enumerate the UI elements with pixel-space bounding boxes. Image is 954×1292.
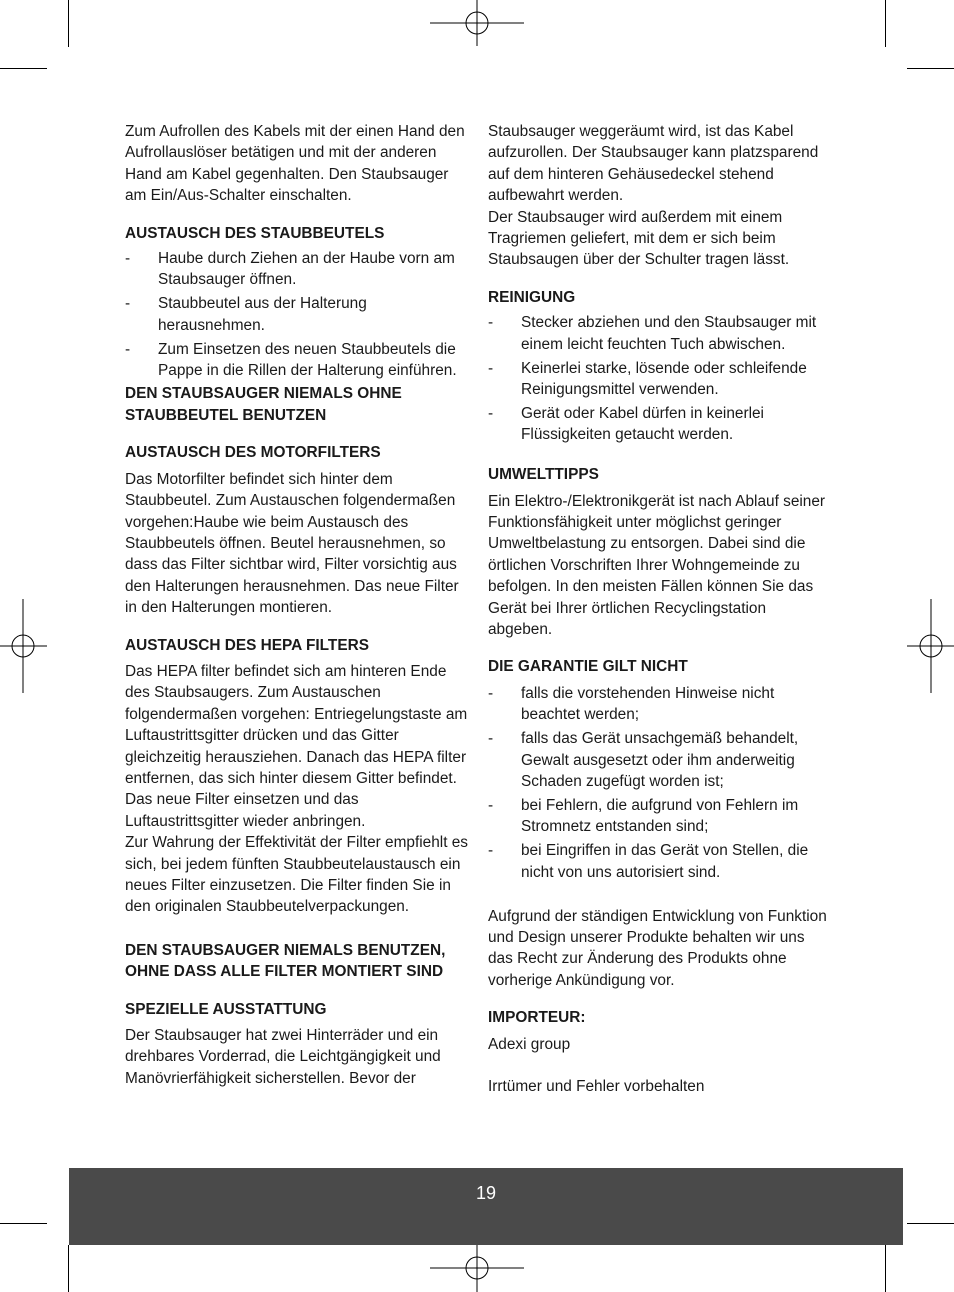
list-item bbox=[488, 795, 833, 838]
list-item bbox=[125, 339, 470, 382]
crop-mark-bottom-left-horizontal bbox=[0, 1223, 47, 1224]
left-column bbox=[125, 121, 470, 1089]
heading-importeur: IMPORTEUR: bbox=[488, 1009, 586, 1027]
crop-mark-bottom-left-vertical bbox=[68, 1245, 69, 1292]
crop-mark-top-right-vertical bbox=[885, 0, 886, 47]
list-marker: - bbox=[125, 340, 131, 358]
list-item-text: Haube durch Ziehen an der Haube vorn am Staubsauger öffnen. bbox=[158, 250, 455, 289]
warning-staubbeutel: DEN STAUBSAUGER NIEMALS OHNE STAUBBEUTEL BENUTZEN bbox=[125, 385, 402, 424]
list-item-text: Stecker abziehen und den Staubsauger mit einem leicht feuchten Tuch abwischen. bbox=[521, 314, 817, 353]
list-item-text: falls das Gerät unsachgemäß behandelt, Gewalt ausgesetzt oder ihm anderweitig Schaden zugefügt worden ist; bbox=[521, 730, 799, 790]
list-marker: - bbox=[488, 684, 494, 702]
list-item bbox=[488, 728, 833, 792]
warning-filter: DEN STAUBSAUGER NIEMALS BENUTZEN, OHNE DASS ALLE FILTER MONTIERT SIND bbox=[125, 941, 446, 981]
hepa-paragraph-1: Das HEPA filter befindet sich am hinteren Ende des Staubsaugers. Zum Austauschen folgendermaßen vorgehen: Entriegelungstaste am Luftaustrittsgitter drücken und das Gitter gleichzeitig herausziehen. Danach das HEPA filter entfernen, das sich hinter diesem Gitter befindet. Das neue Filter einsetzen und das Luftaustrittsgitter wieder anbringen. bbox=[125, 662, 468, 830]
crop-mark-bottom-right-vertical bbox=[885, 1245, 886, 1292]
continuation-paragraph-1: Staubsauger weggeräumt wird, ist das Kabel aufzurollen. Der Staubsauger kann platzsparend auf dem hinteren Gehäusedeckel stehend aufbewahrt werden. bbox=[488, 123, 819, 205]
list-marker: - bbox=[488, 404, 494, 422]
list-marker: - bbox=[488, 730, 494, 748]
list-item-text: Gerät oder Kabel dürfen in keinerlei Flüssigkeiten getaucht werden. bbox=[521, 404, 764, 444]
crop-mark-bottom-right-horizontal bbox=[907, 1223, 954, 1224]
list-marker: - bbox=[488, 314, 494, 332]
page-number: 19 bbox=[475, 1183, 497, 1203]
heading-garantie: DIE GARANTIE GILT NICHT bbox=[488, 658, 688, 676]
registration-mark-right-icon bbox=[907, 599, 954, 693]
intro-paragraph: Zum Aufrollen des Kabels mit der einen Hand den Aufrollauslöser betätigen und mit der anderen Hand am Kabel gegenhalten. Den Staubsauger am Ein/Aus-Schalter einschalten. bbox=[125, 123, 465, 205]
heading-staubbeutel: AUSTAUSCH DES STAUBBEUTELS bbox=[125, 224, 385, 242]
heading-ausstattung: SPEZIELLE AUSSTATTUNG bbox=[125, 1000, 327, 1018]
hepa-paragraph-2: Zur Wahrung der Effektivität der Filter empfiehlt es sich, bei jedem fünften Staubbeutelaustausch ein neues Filter einzusetzen. Die Filter finden Sie in den originalen Staubbeutelverpackungen. bbox=[125, 834, 469, 916]
list-item-text: Keinerlei starke, lösende oder schleifende Reinigungsmittel verwenden. bbox=[521, 359, 807, 398]
heading-reinigung: REINIGUNG bbox=[488, 288, 576, 306]
list-item bbox=[125, 248, 470, 291]
list-item-text: Staubbeutel aus der Halterung herausnehmen. bbox=[158, 295, 367, 334]
registration-mark-top-icon bbox=[430, 0, 524, 48]
list-item-text: bei Eingriffen in das Gerät von Stellen, die nicht von uns autorisiert sind. bbox=[521, 842, 809, 881]
list-marker: - bbox=[125, 295, 131, 313]
heading-motorfilter: AUSTAUSCH DES MOTORFILTERS bbox=[125, 444, 381, 462]
list-item bbox=[125, 293, 470, 336]
list-item bbox=[488, 683, 833, 726]
registration-mark-left-icon bbox=[0, 599, 47, 693]
crop-mark-top-left-vertical bbox=[68, 0, 69, 47]
heading-hepa: AUSTAUSCH DES HEPA FILTERS bbox=[125, 636, 369, 654]
list-item bbox=[488, 840, 833, 883]
list-item-text: falls die vorstehenden Hinweise nicht beachtet werden; bbox=[521, 684, 775, 724]
list-marker: - bbox=[125, 250, 131, 268]
crop-mark-top-right-horizontal bbox=[907, 68, 954, 69]
list-item bbox=[488, 358, 833, 401]
right-column bbox=[488, 121, 833, 1097]
list-item bbox=[488, 403, 833, 446]
list-item-text: bei Fehlern, die aufgrund von Fehlern im Stromnetz entstanden sind; bbox=[521, 796, 799, 836]
importeur-name: Adexi group bbox=[488, 1035, 571, 1053]
entwicklung-paragraph: Aufgrund der ständigen Entwicklung von Funktion und Design unserer Produkte behalten wir uns das Recht zur Änderung des Produkts ohne vorherige Ankündigung vor. bbox=[488, 907, 827, 989]
umwelttipps-paragraph: Ein Elektro-/Elektronikgerät ist nach Ablauf seiner Funktionsfähigkeit unter möglichst geringer Umweltbelastung zu entsorgen. Dabei sind die örtlichen Vorschriften Ihrer Wohngemeinde zu befolgen. In den meisten Fällen können Sie das Gerät bei Ihrer örtlichen Recyclingstation abgeben. bbox=[488, 492, 826, 639]
heading-umwelttipps: UMWELTTIPPS bbox=[488, 466, 599, 484]
registration-mark-bottom-icon bbox=[430, 1245, 524, 1292]
list-item-text: Zum Einsetzen des neuen Staubbeutels die Pappe in die Rillen der Halterung einführen. bbox=[158, 340, 457, 380]
list-item bbox=[488, 312, 833, 355]
list-marker: - bbox=[488, 796, 494, 814]
ausstattung-paragraph: Der Staubsauger hat zwei Hinterräder und ein drehbares Vorderrad, die Leichtgängigkeit und Manövrierfähigkeit sicherstellen. Bevor der bbox=[125, 1027, 441, 1087]
footer-band bbox=[69, 1168, 903, 1245]
irrtum-note: Irrtümer und Fehler vorbehalten bbox=[488, 1077, 705, 1095]
list-marker: - bbox=[488, 359, 494, 377]
list-marker: - bbox=[488, 842, 494, 860]
motorfilter-paragraph: Das Motorfilter befindet sich hinter dem Staubbeutel. Zum Austauschen folgendermaßen vorgehen:Haube wie beim Austausch des Staubbeutels öffnen. Beutel herausnehmen, so dass das Filter sichtbar wird, Filter vorsichtig aus den Halterungen herausnehmen. Das neue Filter in den Halterungen montieren. bbox=[125, 470, 459, 617]
crop-mark-top-left-horizontal bbox=[0, 68, 47, 69]
continuation-paragraph-2: Der Staubsauger wird außerdem mit einem Tragriemen geliefert, mit dem er sich beim Staubsaugen über der Schulter tragen lässt. bbox=[488, 208, 790, 269]
